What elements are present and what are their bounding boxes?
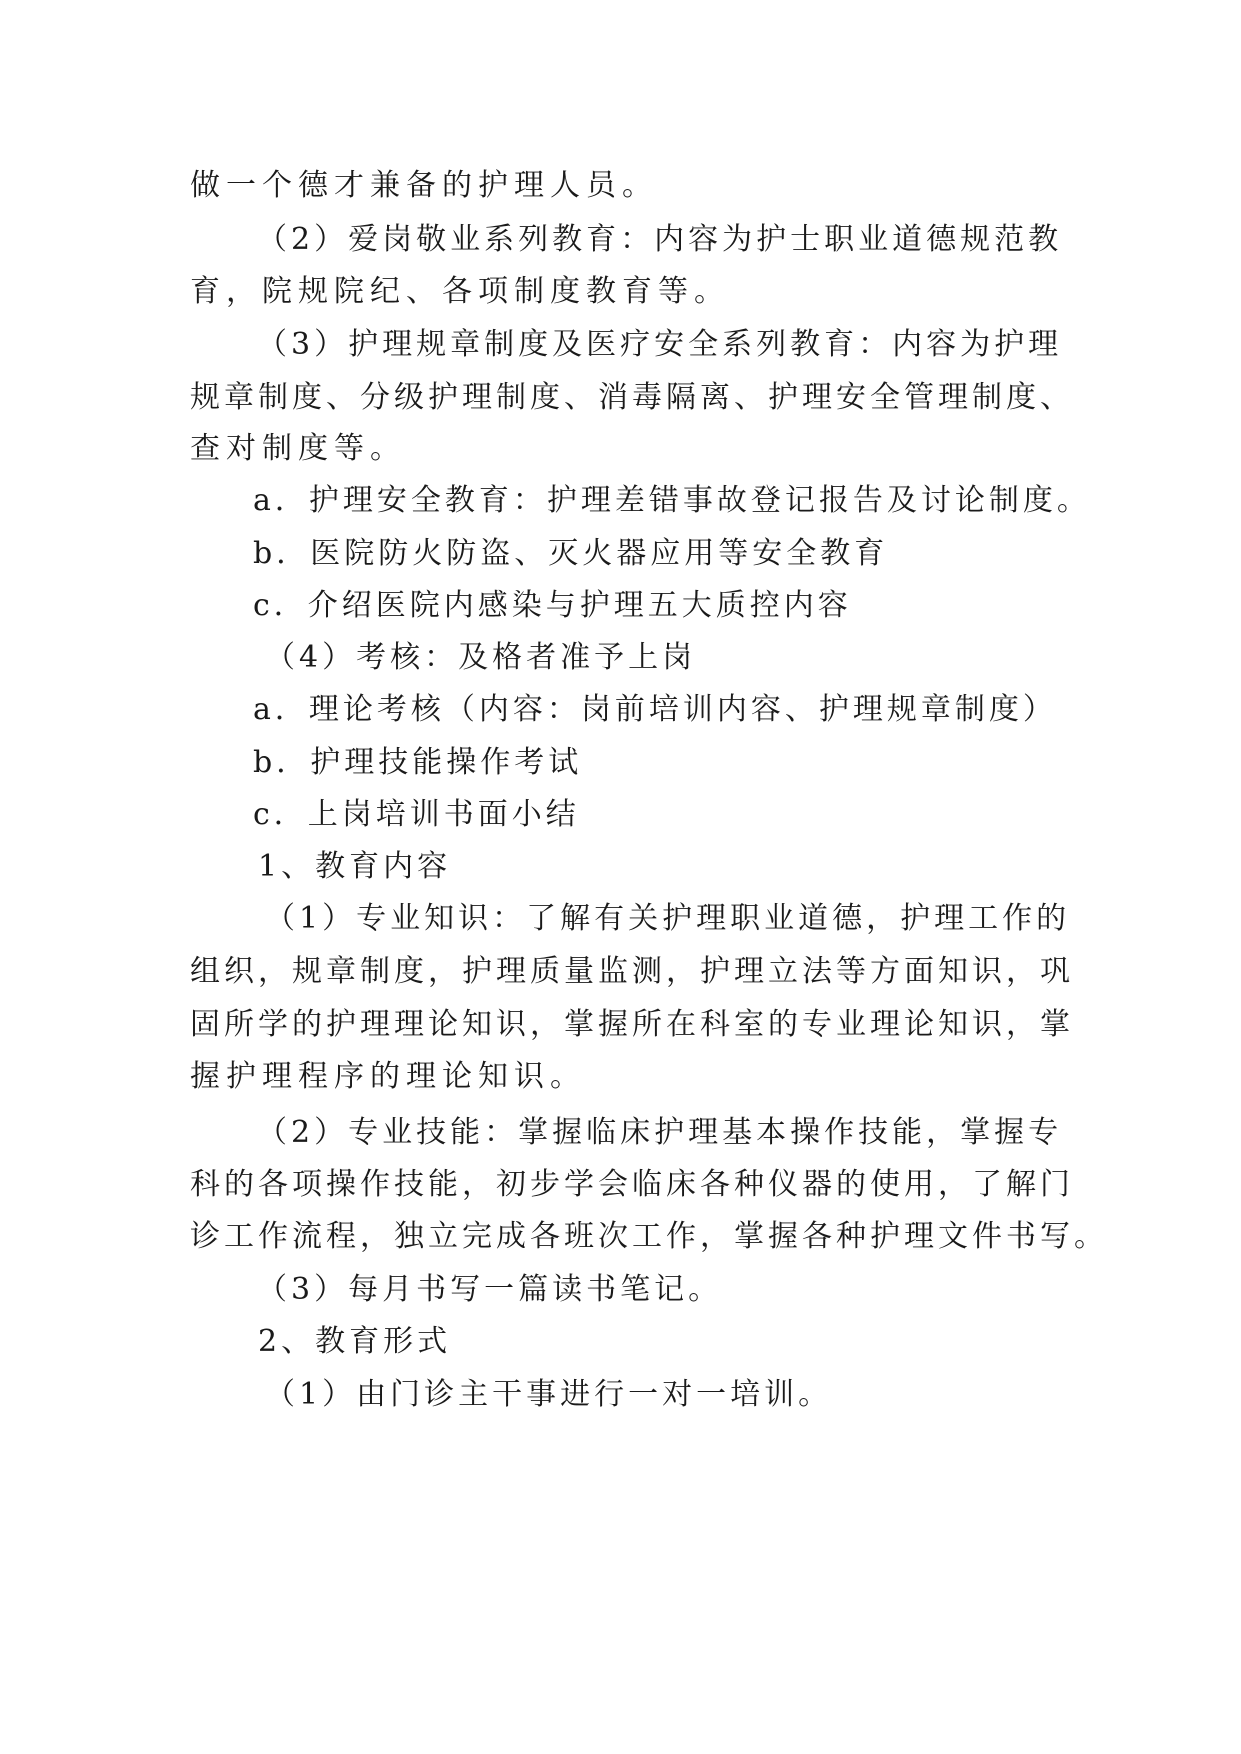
text-line: c．介绍医院内感染与护理五大质控内容 xyxy=(253,588,852,623)
text-line: 组织，规章制度，护理质量监测，护理立法等方面知识，巩 xyxy=(190,954,1074,989)
text-line: 1、教育内容 xyxy=(258,849,452,884)
text-line: （2）专业技能：掌握临床护理基本操作技能，掌握专 xyxy=(257,1115,1063,1150)
text-line: 科的各项操作技能，初步学会临床各种仪器的使用，了解门 xyxy=(190,1167,1074,1202)
text-line: 握护理程序的理论知识。 xyxy=(190,1059,586,1094)
text-line: （1）专业知识：了解有关护理职业道德，护理工作的 xyxy=(265,901,1071,936)
text-line: 做一个德才兼备的护理人员。 xyxy=(190,168,658,203)
text-line: c．上岗培训书面小结 xyxy=(253,797,580,832)
text-line: 诊工作流程，独立完成各班次工作，掌握各种护理文件书写。 xyxy=(190,1219,1108,1254)
text-line: 查对制度等。 xyxy=(190,431,406,466)
text-line: b．护理技能操作考试 xyxy=(253,745,583,780)
text-line: a．理论考核（内容：岗前培训内容、护理规章制度） xyxy=(253,692,1057,727)
text-line: （4）考核：及格者准予上岗 xyxy=(265,640,697,675)
text-line: （3）护理规章制度及医疗安全系列教育：内容为护理 xyxy=(257,327,1063,362)
text-line: 育，院规院纪、各项制度教育等。 xyxy=(190,274,730,309)
text-line: （3）每月书写一篇读书笔记。 xyxy=(257,1272,723,1307)
text-line: 固所学的护理理论知识，掌握所在科室的专业理论知识，掌 xyxy=(190,1007,1074,1042)
text-line: a．护理安全教育：护理差错事故登记报告及讨论制度。 xyxy=(253,483,1091,518)
text-line: （2）爱岗敬业系列教育：内容为护士职业道德规范教 xyxy=(257,222,1063,257)
text-line: （1）由门诊主干事进行一对一培训。 xyxy=(265,1377,833,1412)
text-line: 2、教育形式 xyxy=(258,1324,452,1359)
text-line: 规章制度、分级护理制度、消毒隔离、护理安全管理制度、 xyxy=(190,380,1074,415)
text-line: b．医院防火防盗、灭火器应用等安全教育 xyxy=(253,536,889,571)
